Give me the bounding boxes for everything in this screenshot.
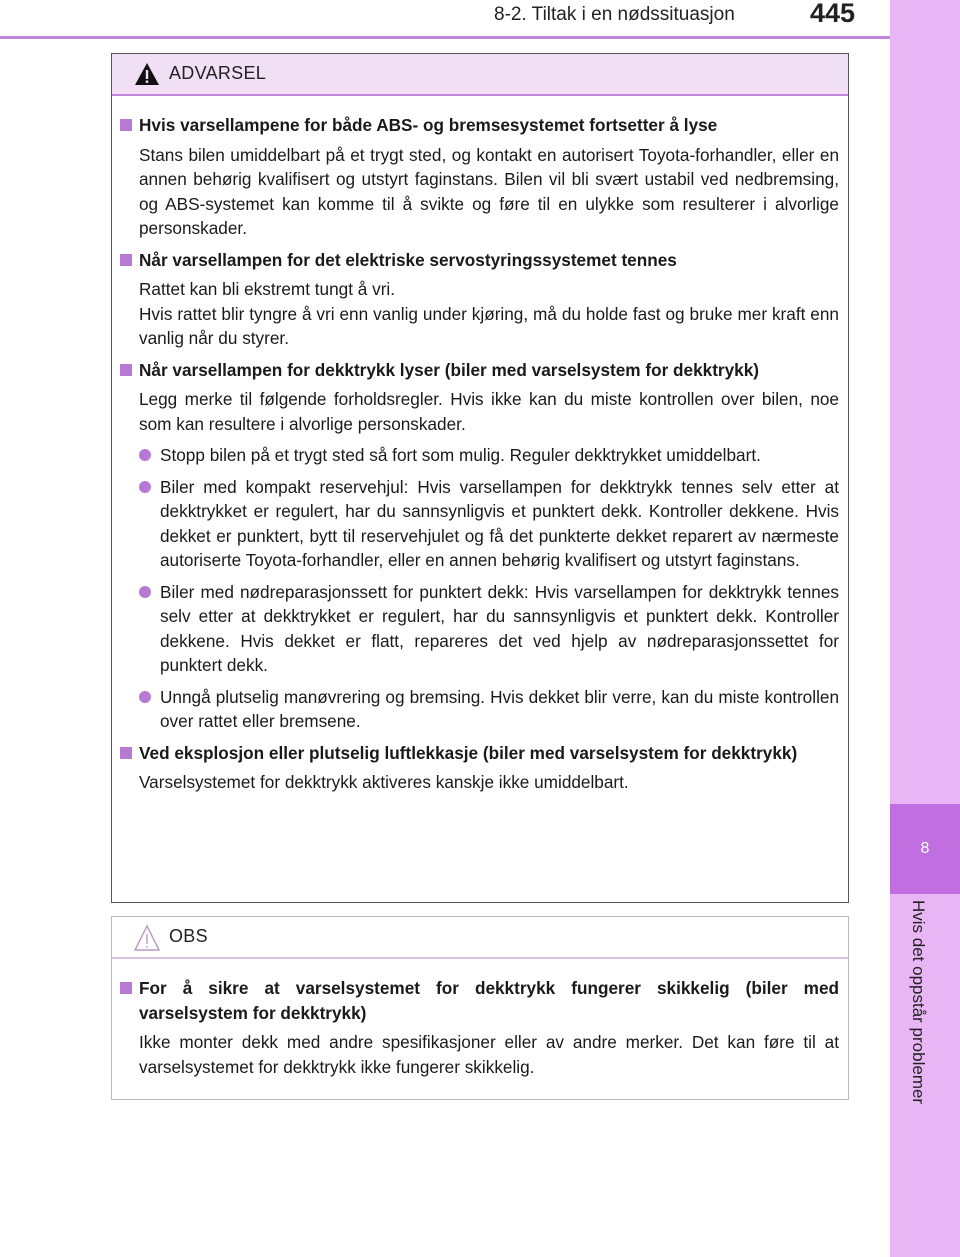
header-divider <box>112 94 848 96</box>
warning-title: ADVARSEL <box>169 63 267 83</box>
section-heading: Når varsellampen for det elektriske servostyringssystemet tennes <box>119 248 839 273</box>
notice-box <box>111 916 849 1100</box>
warning-box-header <box>112 54 848 96</box>
notice-box-header <box>112 917 848 959</box>
paragraph: Legg merke til følgende forholdsregler. Hvis ikke kan du miste kontrollen over bilen, noe som kan resultere i alvorlige personskader. <box>139 389 839 434</box>
chapter-tab[interactable] <box>890 804 960 894</box>
chapter-number: 8 <box>920 840 930 857</box>
square-bullet-icon <box>120 119 132 131</box>
round-bullet-icon <box>139 691 151 703</box>
section-heading: Når varsellampen for dekktrykk lyser (biler med varselsystem for dekktrykk) <box>119 358 839 383</box>
round-bullet-icon <box>139 481 151 493</box>
square-bullet-icon <box>120 982 132 994</box>
chapter-title: Hvis det oppstår problemer <box>909 900 928 1105</box>
paragraph: Rattet kan bli ekstremt tungt å vri. <box>139 279 396 299</box>
side-tab <box>890 0 960 804</box>
caution-triangle-icon <box>134 924 160 952</box>
square-bullet-icon <box>120 364 132 376</box>
square-bullet-icon <box>120 747 132 759</box>
page-number: 445 <box>810 0 856 28</box>
round-bullet-icon <box>139 449 151 461</box>
warning-box <box>111 53 849 903</box>
section-heading: For å sikre at varselsystemet for dekktrykk fungerer skikkelig (biler med varselsystem for dekktrykk) <box>119 976 839 1025</box>
list-item: Unngå plutselig manøvrering og bremsing. Hvis dekket blir verre, kan du miste kontrollen over rattet eller bremsene. <box>139 685 839 734</box>
list-item: Stopp bilen på et trygt sted så fort som mulig. Reguler dekktrykket umiddelbart. <box>139 443 839 468</box>
notice-title: OBS <box>169 926 208 946</box>
paragraph: Stans bilen umiddelbart på et trygt sted, og kontakt en autorisert Toyota-forhandler, eller en annen behørig kvalifisert og utstyrt faginstans. Bilen vil bli svært ustabil ved nedbremsing, og ABS-systemet kan komme til å svikte og føre til en ulykke som resulterer i alvorlige personskader. <box>139 144 839 238</box>
paragraph: Hvis rattet blir tyngre å vri enn vanlig under kjøring, må du holde fast og bruke mer kraft enn vanlig når du styrer. <box>139 303 839 348</box>
section-heading: Hvis varsellampene for både ABS- og bremsesystemet fortsetter å lyse <box>119 113 839 138</box>
square-bullet-icon <box>120 254 132 266</box>
list-item: Biler med nødreparasjonssett for punktert dekk: Hvis varsellampen for dekktrykk tennes selv etter at dekktrykket er regulert, har du sannsynligvis et punktert dekk. Kontroller dekkene. Hvis dekket er flatt, repareres det ved hjelp av nødreparasjonssettet for punktert dekk. <box>139 580 839 678</box>
header-divider <box>112 957 848 959</box>
header-rule <box>0 36 890 39</box>
paragraph: Varselsystemet for dekktrykk aktiveres kanskje ikke umiddelbart. <box>139 772 629 792</box>
section-heading: Ved eksplosjon eller plutselig luftlekkasje (biler med varselsystem for dekktrykk) <box>119 741 839 766</box>
paragraph: Ikke monter dekk med andre spesifikasjoner eller av andre merker. Det kan føre til at varselsystemet for dekktrykk ikke fungerer skikkelig. <box>139 1032 839 1077</box>
section-title: 8-2. Tiltak i en nødssituasjon <box>494 4 735 25</box>
list-item: Biler med kompakt reservehjul: Hvis varsellampen for dekktrykk tennes selv etter at dekktrykket er regulert, har du sannsynligvis et punktert dekk. Kontroller dekkene. Hvis dekket er punktert, bytt til reservehjulet og få det punkterte dekket reparert av nærmeste autoriserte Toyota-forhandler, eller en annen behørig kvalifisert og utstyrt faginstans. <box>139 475 839 573</box>
warning-triangle-icon <box>134 61 160 87</box>
round-bullet-icon <box>139 586 151 598</box>
